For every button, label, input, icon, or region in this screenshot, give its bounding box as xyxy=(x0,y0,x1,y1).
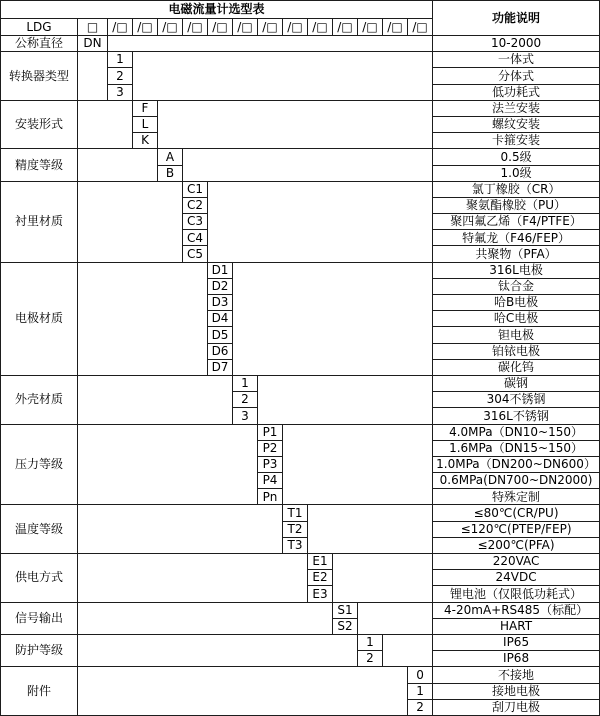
code-cell: D7 xyxy=(208,359,233,375)
description-cell: 锂电池（仅限低功耗式） xyxy=(433,586,600,602)
code-cell: C3 xyxy=(183,214,208,230)
empty-region xyxy=(78,554,308,603)
description-cell: 接地电极 xyxy=(433,683,600,699)
category-label: 信号输出 xyxy=(1,602,78,634)
empty-region xyxy=(383,634,433,666)
code-cell: 2 xyxy=(358,651,383,667)
model-slot: /□ xyxy=(108,19,133,36)
model-slot: /□ xyxy=(358,19,383,36)
description-cell: 共聚物（PFA） xyxy=(433,246,600,262)
code-cell: E1 xyxy=(308,554,333,570)
code-cell: E2 xyxy=(308,570,333,586)
description-cell: 24VDC xyxy=(433,570,600,586)
model-slot: /□ xyxy=(133,19,158,36)
description-cell: 螺纹安装 xyxy=(433,116,600,132)
model-slot: /□ xyxy=(383,19,408,36)
empty-region xyxy=(78,100,133,149)
code-cell: E3 xyxy=(308,586,333,602)
description-cell: 分体式 xyxy=(433,68,600,84)
code-cell: A xyxy=(158,149,183,165)
description-cell: 刮刀电极 xyxy=(433,699,600,715)
description-cell: 316L不锈钢 xyxy=(433,408,600,424)
description-cell: 304不锈钢 xyxy=(433,392,600,408)
empty-region xyxy=(183,149,433,181)
code-cell: L xyxy=(133,116,158,132)
code-cell: 2 xyxy=(408,699,433,715)
empty-region xyxy=(308,505,433,554)
empty-region xyxy=(78,262,208,375)
empty-region xyxy=(78,602,333,634)
code-cell: P4 xyxy=(258,473,283,489)
category-label: 精度等级 xyxy=(1,149,78,181)
description-cell: 聚氨酯橡胶（PU） xyxy=(433,197,600,213)
description-cell: 氯丁橡胶（CR） xyxy=(433,181,600,197)
description-cell: 钛合金 xyxy=(433,278,600,294)
code-cell: 1 xyxy=(358,634,383,650)
code-cell: C1 xyxy=(183,181,208,197)
description-cell: 4-20mA+RS485（标配） xyxy=(433,602,600,618)
table-title: 电磁流量计选型表 xyxy=(1,1,433,19)
description-cell: ≤200℃(PFA) xyxy=(433,537,600,553)
model-slot: /□ xyxy=(408,19,433,36)
code-cell: C4 xyxy=(183,230,208,246)
model-slot: /□ xyxy=(183,19,208,36)
empty-region xyxy=(283,424,433,505)
empty-region xyxy=(78,634,358,666)
code-cell: T3 xyxy=(283,537,308,553)
code-cell: D3 xyxy=(208,295,233,311)
code-cell: 3 xyxy=(108,84,133,100)
description-cell: HART xyxy=(433,618,600,634)
selection-table-body xyxy=(1,1,600,716)
description-cell: 碳化钨 xyxy=(433,359,600,375)
code-cell: 1 xyxy=(108,52,133,68)
category-label: 安装形式 xyxy=(1,100,78,149)
description-cell: 哈B电极 xyxy=(433,295,600,311)
empty-region xyxy=(133,52,433,101)
empty-region xyxy=(78,181,183,262)
code-cell: S1 xyxy=(333,602,358,618)
description-cell: 碳钢 xyxy=(433,375,600,391)
description-cell: 1.6MPa（DN15~150） xyxy=(433,440,600,456)
code-cell: D4 xyxy=(208,311,233,327)
category-label: 电极材质 xyxy=(1,262,78,375)
code-cell: DN xyxy=(78,36,108,52)
category-label: 压力等级 xyxy=(1,424,78,505)
description-cell: 220VAC xyxy=(433,554,600,570)
empty-region xyxy=(333,554,433,603)
model-slot: /□ xyxy=(283,19,308,36)
model-slot: /□ xyxy=(258,19,283,36)
description-cell: ≤120℃(PTEP/FEP) xyxy=(433,521,600,537)
empty-region xyxy=(78,667,408,716)
description-cell: 钽电极 xyxy=(433,327,600,343)
code-cell: P1 xyxy=(258,424,283,440)
code-cell: 1 xyxy=(408,683,433,699)
description-cell: 4.0MPa（DN10~150） xyxy=(433,424,600,440)
description-cell: 1.0级 xyxy=(433,165,600,181)
code-cell: T1 xyxy=(283,505,308,521)
code-cell: C2 xyxy=(183,197,208,213)
model-slot: /□ xyxy=(158,19,183,36)
code-cell: 2 xyxy=(108,68,133,84)
empty-region xyxy=(78,424,258,505)
empty-region xyxy=(78,375,233,424)
description-cell: 特殊定制 xyxy=(433,489,600,505)
description-cell: IP68 xyxy=(433,651,600,667)
description-cell: 卡箍安装 xyxy=(433,133,600,149)
description-cell: ≤80℃(CR/PU) xyxy=(433,505,600,521)
empty-region xyxy=(78,149,158,181)
description-cell: 10-2000 xyxy=(433,36,600,52)
empty-region xyxy=(208,181,433,262)
category-label: 外壳材质 xyxy=(1,375,78,424)
model-slot: /□ xyxy=(208,19,233,36)
description-cell: 0.5级 xyxy=(433,149,600,165)
code-cell: D2 xyxy=(208,278,233,294)
description-cell: 1.0MPa（DN200~DN600） xyxy=(433,456,600,472)
category-label: 防护等级 xyxy=(1,634,78,666)
description-cell: 一体式 xyxy=(433,52,600,68)
empty-region xyxy=(158,100,433,149)
model-slot: /□ xyxy=(308,19,333,36)
empty-region xyxy=(78,52,108,101)
description-cell: IP65 xyxy=(433,634,600,650)
code-cell: 2 xyxy=(233,392,258,408)
description-cell: 特氟龙（F46/FEP） xyxy=(433,230,600,246)
code-cell: C5 xyxy=(183,246,208,262)
description-cell: 低功耗式 xyxy=(433,84,600,100)
code-cell: K xyxy=(133,133,158,149)
empty-region xyxy=(258,375,433,424)
code-cell: 1 xyxy=(233,375,258,391)
code-cell: 0 xyxy=(408,667,433,683)
category-label: 附件 xyxy=(1,667,78,716)
description-cell: 不接地 xyxy=(433,667,600,683)
category-label: 公称直径 xyxy=(1,36,78,52)
code-cell: P2 xyxy=(258,440,283,456)
code-cell: B xyxy=(158,165,183,181)
code-cell: D6 xyxy=(208,343,233,359)
code-cell: F xyxy=(133,100,158,116)
model-dn-slot: □ xyxy=(78,19,108,36)
code-cell: S2 xyxy=(333,618,358,634)
empty-region xyxy=(78,505,283,554)
model-slot: /□ xyxy=(233,19,258,36)
code-cell: T2 xyxy=(283,521,308,537)
description-cell: 哈C电极 xyxy=(433,311,600,327)
empty-region xyxy=(358,602,433,634)
code-cell: D1 xyxy=(208,262,233,278)
category-label: 温度等级 xyxy=(1,505,78,554)
description-cell: 铂铱电极 xyxy=(433,343,600,359)
category-label: 衬里材质 xyxy=(1,181,78,262)
code-cell: Pn xyxy=(258,489,283,505)
code-cell: D5 xyxy=(208,327,233,343)
function-description-header: 功能说明 xyxy=(433,1,600,36)
description-cell: 0.6MPa(DN700~DN2000) xyxy=(433,473,600,489)
code-cell: P3 xyxy=(258,456,283,472)
model-slot: /□ xyxy=(333,19,358,36)
category-label: 转换器类型 xyxy=(1,52,78,101)
description-cell: 聚四氟乙烯（F4/PTFE） xyxy=(433,214,600,230)
model-prefix: LDG xyxy=(1,19,78,36)
category-label: 供电方式 xyxy=(1,554,78,603)
empty-region xyxy=(233,262,433,375)
empty-region xyxy=(108,36,433,52)
code-cell: 3 xyxy=(233,408,258,424)
description-cell: 316L电极 xyxy=(433,262,600,278)
description-cell: 法兰安装 xyxy=(433,100,600,116)
